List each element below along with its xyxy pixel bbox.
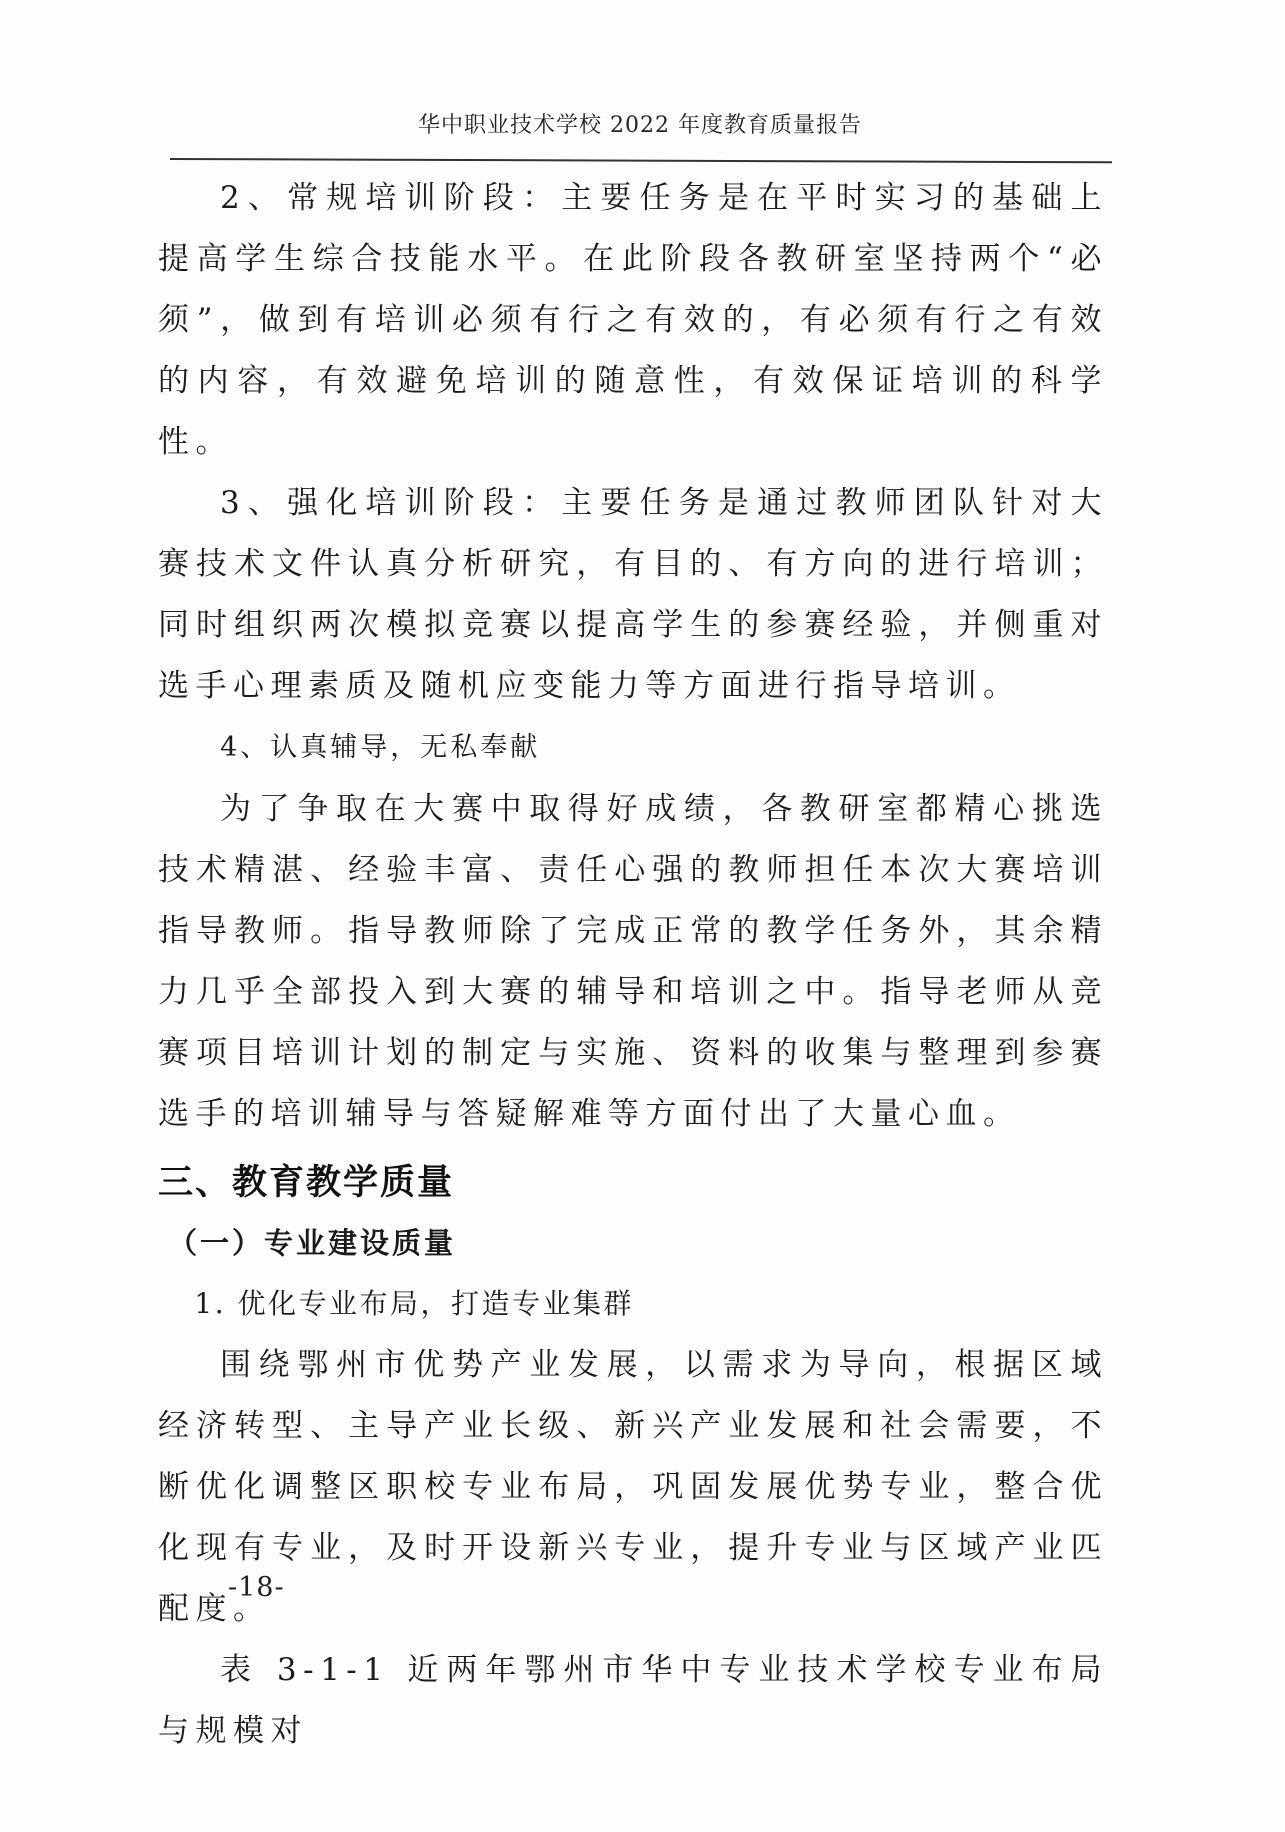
paragraph-optimize-layout: 围绕鄂州市优势产业发展，以需求为导向，根据区域经济转型、主导产业长级、新兴产业发展和社会需要，不断优化调整区职校专业布局，巩固发展优势专业，整合优化现有专业，及时开设新兴专业，提升专业与区域产业匹配度。 [158, 1347, 1108, 1627]
page-header: 华中职业技术学校 2022 年度教育质量报告 [418, 113, 862, 138]
table-caption: 表 3-1-1 近两年鄂州市华中专业技术学校专业布局与规模对 [158, 1652, 1108, 1749]
item-heading-optimize-layout: 1. 优化专业布局，打造专业集群 [194, 1287, 635, 1320]
document-body [158, 168, 1108, 1762]
paragraph-intensive-training: 3、强化培训阶段：主要任务是通过教师团队针对大赛技术文件认真分析研究，有目的、有方向的进行培训；同时组织两次模拟竞赛以提高学生的参赛经验，并侧重对选手心理素质及随机应变能力等方面进行指导培训。 [158, 485, 1108, 704]
subsection-heading-major-construction: （一）专业建设质量 [168, 1226, 457, 1260]
header-divider [170, 158, 1112, 163]
subheading-guidance: 4、认真辅导，无私奉献 [220, 732, 541, 763]
paragraph-guidance: 为了争取在大赛中取得好成绩，各教研室都精心挑选技术精湛、经验丰富、责任心强的教师担任本次大赛培训指导教师。指导教师除了完成正常的教学任务外，其余精力几乎全部投入到大赛的辅导和培训之中。指导老师从竞赛项目培训计划的制定与实施、资料的收集与整理到参赛选手的培训辅导与答疑解难等方面付出了大量心血。 [158, 791, 1108, 1132]
page-number: -18- [228, 1572, 285, 1603]
paragraph-routine-training: 2、常规培训阶段：主要任务是在平时实习的基础上提高学生综合技能水平。在此阶段各教研室坚持两个“必须”，做到有培训必须有行之有效的，有必须有行之有效的内容，有效避免培训的随意性，有效保证培训的科学性。 [158, 180, 1108, 460]
section-heading-education-quality: 三、教育教学质量 [158, 1163, 455, 1203]
